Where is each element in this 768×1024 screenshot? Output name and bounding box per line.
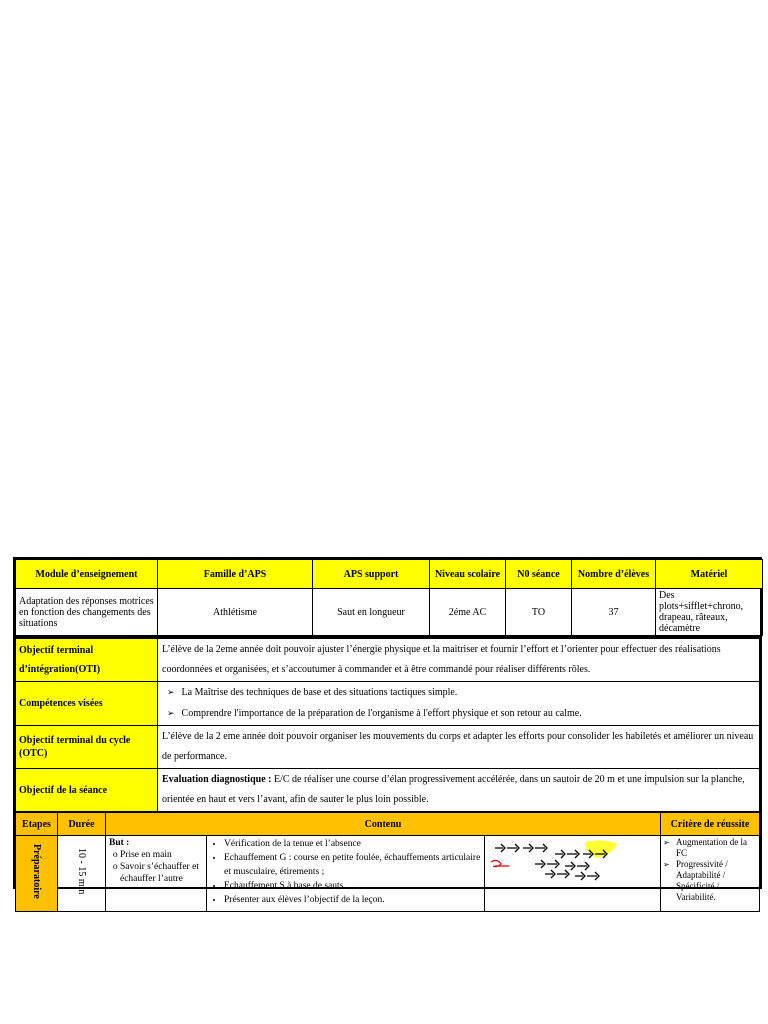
- value-seance: TO: [506, 589, 572, 636]
- competences-cell: [158, 682, 760, 726]
- otc-label: Objectif terminal du cycle (OTC): [16, 726, 158, 769]
- steps-table: [15, 812, 760, 912]
- header-seance: N0 séance: [506, 560, 572, 589]
- warmup-diagram-icon: [485, 836, 661, 912]
- header-duree: Durée: [58, 813, 106, 836]
- competences-list: [161, 682, 756, 724]
- oti-label: Objectif terminal d’intégration(OTI): [16, 638, 158, 682]
- value-module: Adaptation des réponses motrices en fonction des changements des situations: [16, 589, 158, 636]
- step-but: But : o Prise en main o Savoir s’échauffer et échauffer l’autre: [106, 836, 207, 912]
- value-niveau: 2éme AC: [430, 589, 506, 636]
- header-aps: APS support: [313, 560, 430, 589]
- header-critere: Critère de réussite: [661, 813, 760, 836]
- objectives-table: [15, 636, 760, 812]
- bullet-arrow-icon: ➢ Progressivité /: [663, 859, 757, 870]
- value-nombre: 37: [572, 589, 656, 636]
- header-materiel: Matériel: [656, 560, 763, 589]
- seance-objective-label: Objectif de la séance: [16, 769, 158, 812]
- bullet-arrow-icon: ➢ Augmentation de la FC: [663, 837, 757, 859]
- step-preparatoire: Préparatoire: [16, 836, 58, 912]
- header-module: Module d’enseignement: [16, 560, 158, 589]
- header-etapes: Etapes: [16, 813, 58, 836]
- seance-objective-text: Evaluation diagnostique : E/C de réaliser une course d’élan progressivement accélérée, dans un sautoir de 20 m et une impulsion sur la planche, orientée en haut et vers l’avant, afin de sauter le plus loin possible.: [158, 769, 760, 812]
- otc-text: L’élève de la 2 eme année doit pouvoir organiser les mouvements du corps et adapter les efforts pour consolider les habiletés et améliorer un niveau de performance.: [158, 726, 760, 769]
- step-duration: 10 - 15 min: [58, 836, 106, 912]
- header-famille: Famille d’APS: [158, 560, 313, 589]
- value-famille: Athlétisme: [158, 589, 313, 636]
- lesson-plan-sheet: [13, 557, 762, 905]
- step-contenu: • Vérification de la tenue et l’absence • Echauffement G : course en petite foulée, échauffements articulaire et musculaire, étirements ; • Echauffement S à base de sauts. • Présenter aux élèves l’objectif de la leçon.: [207, 836, 485, 912]
- header-nombre: Nombre d’élèves: [572, 560, 656, 589]
- competence-item: ➢ Comprendre l'importance de la préparation de l'organisme à l'effort physique et son retour au calme.: [167, 703, 756, 724]
- step-critere: ➢ Augmentation de la FC ➢ Progressivité / Adaptabilité / Spécificité / Variabilité.: [661, 836, 760, 912]
- competence-item: ➢ La Maîtrise des techniques de base et des situations tactiques simple.: [167, 682, 756, 703]
- lesson-table: [15, 559, 763, 636]
- header-contenu: Contenu: [106, 813, 661, 836]
- value-materiel: Des plots+sifflet+chrono, drapeau, râteaux, décamètre: [656, 589, 763, 636]
- value-aps: Saut en longueur: [313, 589, 430, 636]
- oti-text: L’élève de la 2eme année doit pouvoir ajuster l’énergie physique et la maitriser et fournir l’effort et l’orienter pour effectuer des réalisations coordonnées et organisées, et s’accoutumer à commander et à être commandé pour réaliser différents rôles.: [158, 638, 760, 682]
- header-niveau: Niveau scolaire: [430, 560, 506, 589]
- competences-label: Compétences visées: [16, 682, 158, 726]
